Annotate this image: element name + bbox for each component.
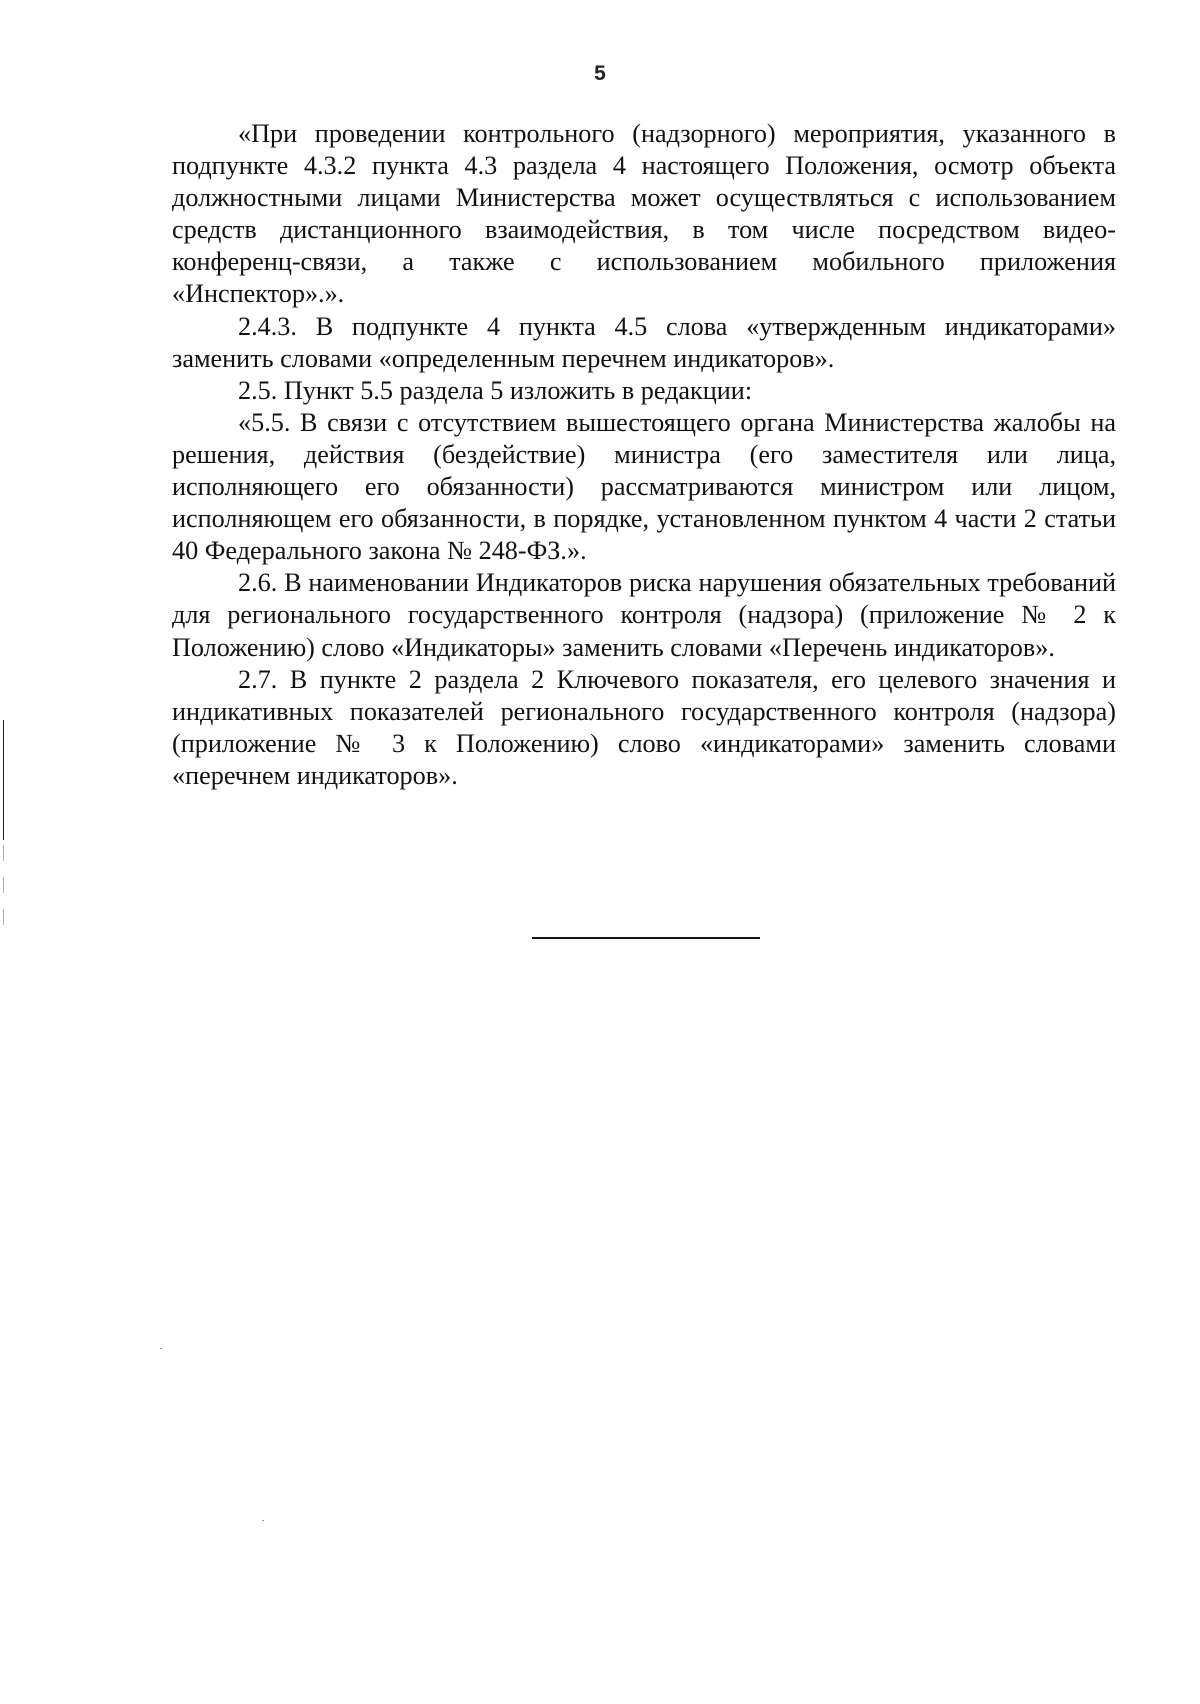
paragraph-2-5: 2.5. Пункт 5.5 раздела 5 изложить в редакции: [238, 375, 753, 405]
paragraph-2-6: 2.6. В наименовании Индикаторов риска нарушения обязательных требований для регионального государственного контроля (надзора) (приложение № 2 к Положению) слово «Индикаторы» заменить словами «Перечень индикаторов». [172, 568, 1116, 662]
end-separator-line [532, 937, 760, 939]
scan-speck [160, 1348, 162, 1349]
scan-edge-mark-faint [3, 845, 4, 925]
paragraph-2-4-3: 2.4.3. В подпункте 4 пункта 4.5 слова «утвержденным индикаторами» заменить словами «определенным перечнем индикаторов». [172, 311, 1116, 373]
paragraph-inspection-remote: «При проведении контрольного (надзорного) мероприятия, указанного в подпункте 4.3.2 пункта 4.3 раздела 4 настоящего Положения, осмотр объекта должностными лицами Министерства может осуществляться с использованием средств дистанционного взаимодействия, в том числе посредством видео-конференц-связи, а также с использованием мобильного приложения «Инспектор».». [172, 119, 1116, 309]
paragraph-2-7: 2.7. В пункте 2 раздела 2 Ключевого показателя, его целевого значения и индикативных показателей регионального государственного контроля (надзора) (приложение № 3 к Положению) слово «индикаторами» заменить словами «перечнем индикаторов». [172, 664, 1116, 790]
scan-edge-mark [3, 720, 4, 840]
document-body [172, 118, 1116, 792]
scan-speck [262, 1520, 264, 1521]
paragraph-5-5-complaints: «5.5. В связи с отсутствием вышестоящего органа Министерства жалобы на решения, действия (бездействие) министра (его заместителя или лица, исполняющего его обязанности) рассматриваются министром или лицом, исполняющем его обязанности, в порядке, установленном пунктом 4 части 2 статьи 40 Федерального закона № 248-ФЗ.». [172, 407, 1116, 566]
page-number: 5 [594, 62, 606, 85]
